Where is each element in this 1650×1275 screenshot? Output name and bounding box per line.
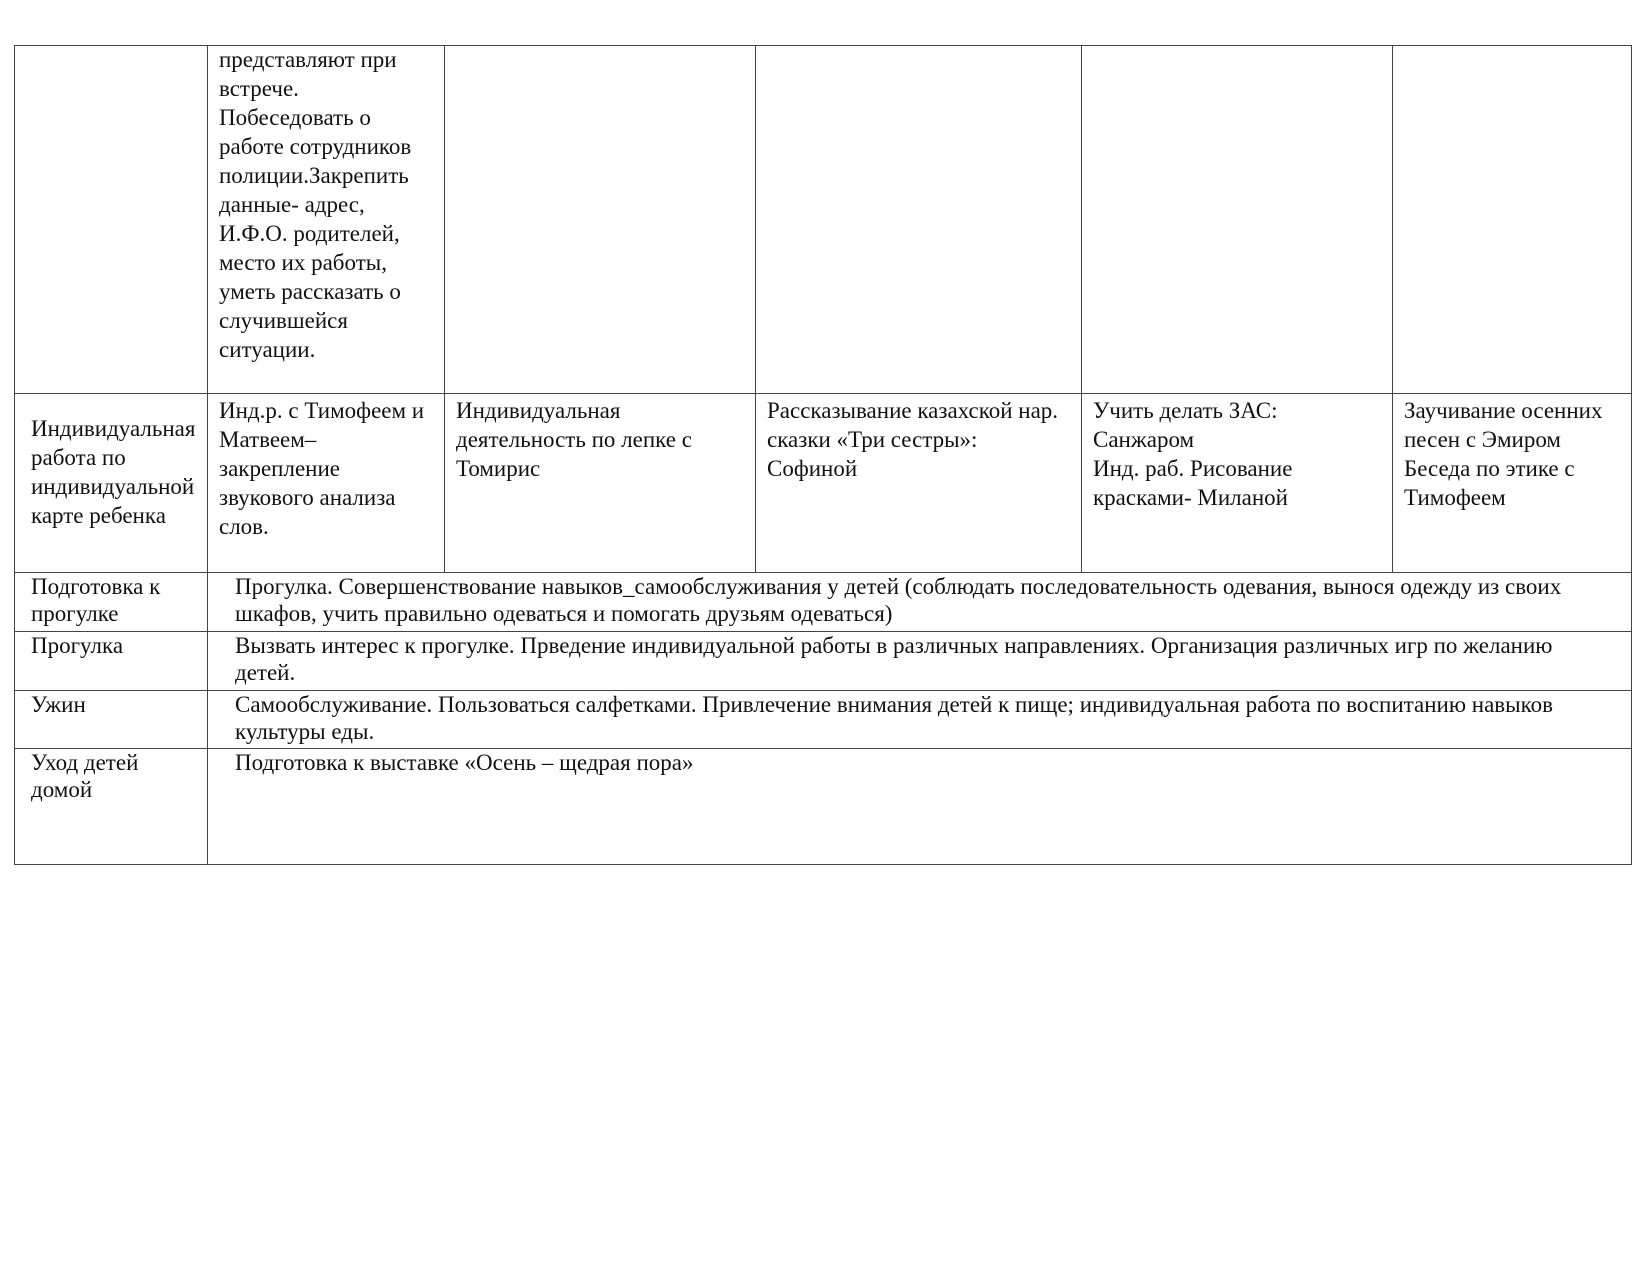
continuation-cell-thursday: [1082, 46, 1393, 394]
schedule-table: [14, 45, 1632, 865]
walk-label: Прогулка: [15, 632, 208, 691]
individual-work-cell-friday: Заучивание осенних песен с Эмиром Беседа по этике с Тимофеем: [1393, 394, 1632, 573]
walk-prep-label: Подготовка к прогулке: [15, 573, 208, 632]
dinner-row: [15, 691, 1632, 749]
continuation-cell-friday: [1393, 46, 1632, 394]
continuation-row-label: [15, 46, 208, 394]
individual-work-label: Индивидуальная работа по индивидуальной карте ребенка: [15, 394, 208, 573]
walk-prep-row: [15, 573, 1632, 632]
continuation-cell-wednesday: [756, 46, 1082, 394]
walk-text: Вызвать интерес к прогулке. Прведение индивидуальной работы в различных направлениях. Организация различных игр по желанию детей.: [208, 632, 1632, 691]
going-home-text: Подготовка к выставке «Осень – щедрая пора»: [208, 749, 1632, 865]
dinner-text: Самообслуживание. Пользоваться салфетками. Привлечение внимания детей к пище; индивидуальная работа по воспитанию навыков культуры еды.: [208, 691, 1632, 749]
walk-row: [15, 632, 1632, 691]
individual-work-row: [15, 394, 1632, 573]
individual-work-cell-monday: Инд.р. с Тимофеем и Матвеем– закрепление звукового анализа слов.: [208, 394, 445, 573]
individual-work-cell-wednesday: Рассказывание казахской нар. сказки «Три сестры»: Софиной: [756, 394, 1082, 573]
walk-prep-text: Прогулка. Совершенствование навыков_самообслуживания у детей (соблюдать последовательность одевания, вынося одежду из своих шкафов, учить правильно одеваться и помогать друзьям одеваться): [208, 573, 1632, 632]
individual-work-cell-tuesday: Индивидуальная деятельность по лепке с Томирис: [445, 394, 756, 573]
dinner-label: Ужин: [15, 691, 208, 749]
going-home-row: [15, 749, 1632, 865]
continuation-cell-tuesday: [445, 46, 756, 394]
going-home-label: Уход детей домой: [15, 749, 208, 865]
individual-work-cell-thursday: Учить делать ЗАС: Санжаром Инд. раб. Рисование красками- Миланой: [1082, 394, 1393, 573]
continuation-cell-monday: представляют при встрече. Побеседовать о работе сотрудников полиции.Закрепить данные- адрес, И.Ф.О. родителей, место их работы, уметь рассказать о случившейся ситуации.: [208, 46, 445, 394]
continuation-row: [15, 46, 1632, 394]
